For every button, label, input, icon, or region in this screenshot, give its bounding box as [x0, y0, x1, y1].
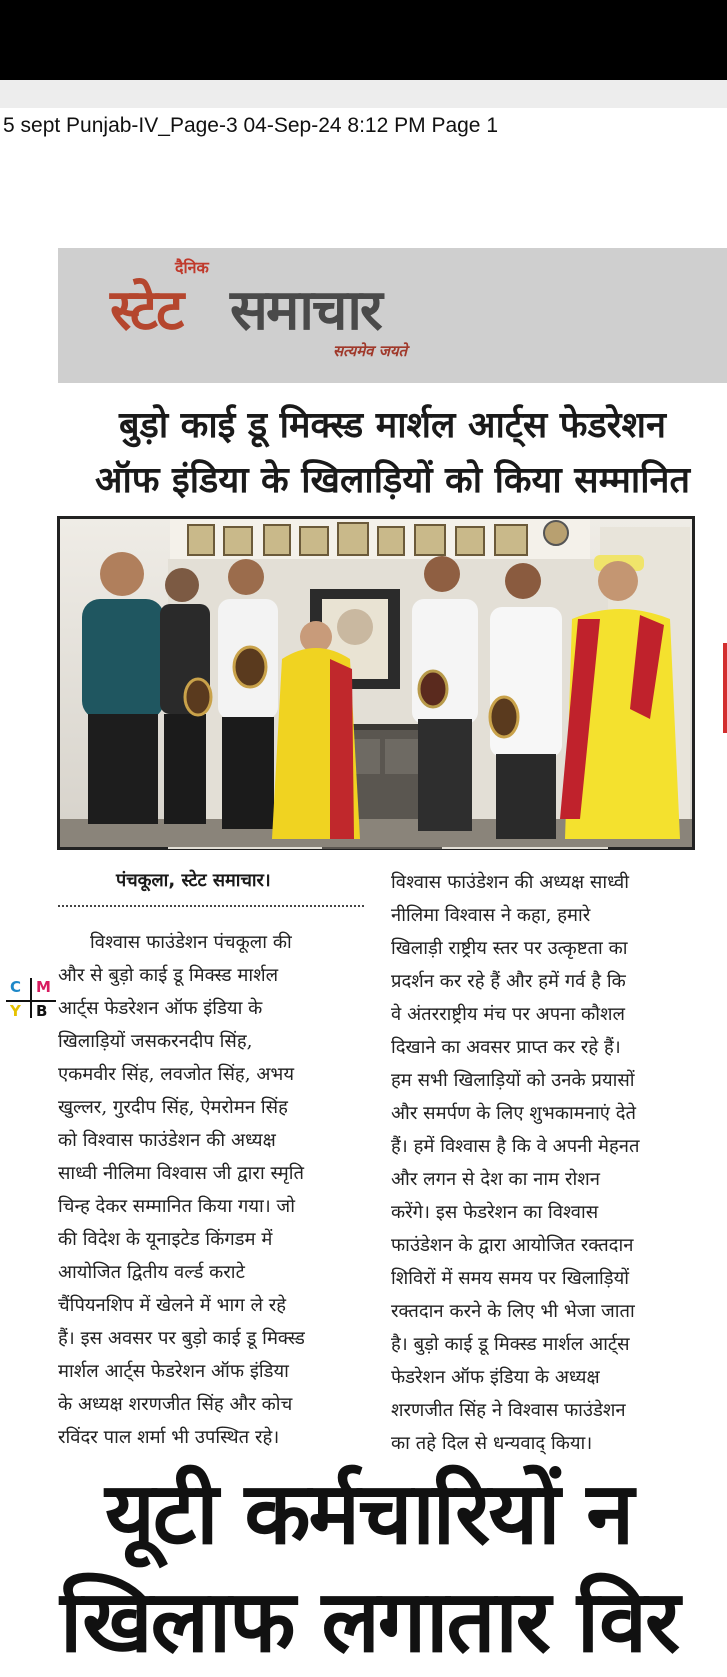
text-line: है। बुड़ो काई डू मिक्स्ड मार्शल आर्ट्स: [391, 1334, 630, 1355]
next-story-headline-line2-wrap: [60, 1560, 727, 1672]
text-line: विश्वास फाउंडेशन की अध्यक्ष साध्वी: [391, 872, 629, 893]
dotted-divider: [58, 905, 364, 907]
text-line: हैं। हमें विश्वास है कि वे अपनी मेहनत: [391, 1136, 640, 1157]
text-line: फेडरेशन ऑफ इंडिया के अध्यक्ष: [391, 1367, 600, 1388]
text-line: आयोजित द्वितीय वर्ल्ड कराटे: [58, 1262, 245, 1283]
headline-line-1: बुड़ो काई डू मिक्स्ड मार्शल आर्ट्स फेडरेशन: [119, 405, 666, 446]
text-line: और लगन से देश का नाम रोशन: [391, 1169, 600, 1190]
reg-b: B: [36, 1002, 48, 1020]
text-line: की विदेश के यूनाइटेड किंगडम में: [58, 1229, 273, 1250]
text-line: हम सभी खिलाड़ियों को उनके प्रयासों: [391, 1070, 635, 1091]
article-photo: [57, 516, 695, 850]
newspaper-masthead: [58, 248, 727, 383]
reg-y: Y: [10, 1002, 21, 1020]
text-line: रक्तदान करने के लिए भी भेजा जाता: [391, 1301, 635, 1322]
text-line: वे अंतरराष्ट्रीय मंच पर अपना कौशल: [391, 1004, 625, 1025]
masthead-brand-left: स्टेट: [110, 278, 183, 343]
article-headline: [58, 398, 727, 508]
text-line: चैंपियनशिप में खेलने में भाग ले रहे: [58, 1295, 287, 1316]
cmyk-registration-mark: [6, 978, 56, 1022]
text-line: हैं। इस अवसर पर बुड़ो काई डू मिक्स्ड: [58, 1328, 305, 1349]
next-story-headline-line2: खिलाफ लगातार विर: [60, 1572, 679, 1672]
group-photo-illustration: [60, 519, 692, 847]
reg-c: C: [10, 978, 22, 996]
article-column-right: [391, 866, 699, 1460]
text-line: एकमवीर सिंह, लवजोत सिंह, अभय: [58, 1064, 295, 1085]
red-margin-mark: [723, 643, 727, 733]
text-line: आर्ट्स फेडरेशन ऑफ इंडिया के: [58, 998, 263, 1019]
text-line: शिविरों में समय समय पर खिलाड़ियों: [391, 1268, 630, 1289]
masthead-dainik: दैनिक: [175, 258, 209, 277]
text-line: शरणजीत सिंह ने विश्वास फाउंडेशन: [391, 1400, 626, 1421]
reg-vertical-line: [30, 978, 32, 1018]
top-black-bar: [0, 0, 727, 80]
headline-line-2: ऑफ इंडिया के खिलाड़ियों को किया सम्मानित: [94, 460, 691, 501]
article-column-left: [58, 926, 368, 1454]
text-line: प्रदर्शन कर रहे हैं और हमें गर्व है कि: [391, 971, 626, 992]
article-dateline: पंचकूला, स्टेट समाचार।: [116, 870, 271, 891]
text-line: खिलाड़ियों जसकरनदीप सिंह,: [58, 1031, 253, 1052]
text-line: मार्शल आर्ट्स फेडरेशन ऑफ इंडिया: [58, 1361, 289, 1382]
text-line: का तहे दिल से धन्यवाद् किया।: [391, 1433, 593, 1454]
text-line: करेंगे। इस फेडरेशन का विश्वास: [391, 1202, 599, 1223]
status-band: [0, 80, 727, 108]
text-line: नीलिमा विश्वास ने कहा, हमारे: [391, 905, 591, 926]
text-line: और समर्पण के लिए शुभकामनाएं देते: [391, 1103, 636, 1124]
reg-m: M: [36, 978, 51, 996]
text-line: विश्वास फाउंडेशन पंचकूला की: [90, 932, 292, 953]
file-name-line: 5 sept Punjab-IV_Page-3 04-Sep-24 8:12 PM Page 1: [3, 114, 498, 137]
text-line: खिलाड़ी राष्ट्रीय स्तर पर उत्कृष्टता का: [391, 938, 628, 959]
text-line: को विश्वास फाउंडेशन की अध्यक्ष: [58, 1130, 276, 1151]
text-line: फाउंडेशन के द्वारा आयोजित रक्तदान: [391, 1235, 634, 1256]
text-line: चिन्ह देकर सम्मानित किया गया। जो: [58, 1196, 295, 1217]
person-3: [218, 559, 278, 829]
text-line: के अध्यक्ष शरणजीत सिंह और कोच: [58, 1394, 293, 1415]
text-line: रविंदर पाल शर्मा भी उपस्थित रहे।: [58, 1427, 280, 1448]
masthead-motto: सत्यमेव जयते: [333, 342, 408, 360]
text-line: और से बुड़ो काई डू मिक्स्ड मार्शल: [58, 965, 279, 986]
masthead-brand-right: समाचार: [230, 278, 381, 343]
next-story-headline: यूटी कर्मचारियों न: [105, 1464, 633, 1564]
text-line: साध्वी नीलिमा विश्वास जी द्वारा स्मृति: [58, 1163, 304, 1184]
text-line: खुल्लर, गुरदीप सिंह, ऐमरोमन सिंह: [58, 1097, 288, 1118]
person-2: [160, 568, 211, 824]
text-line: दिखाने का अवसर प्राप्त कर रहे हैं।: [391, 1037, 621, 1058]
